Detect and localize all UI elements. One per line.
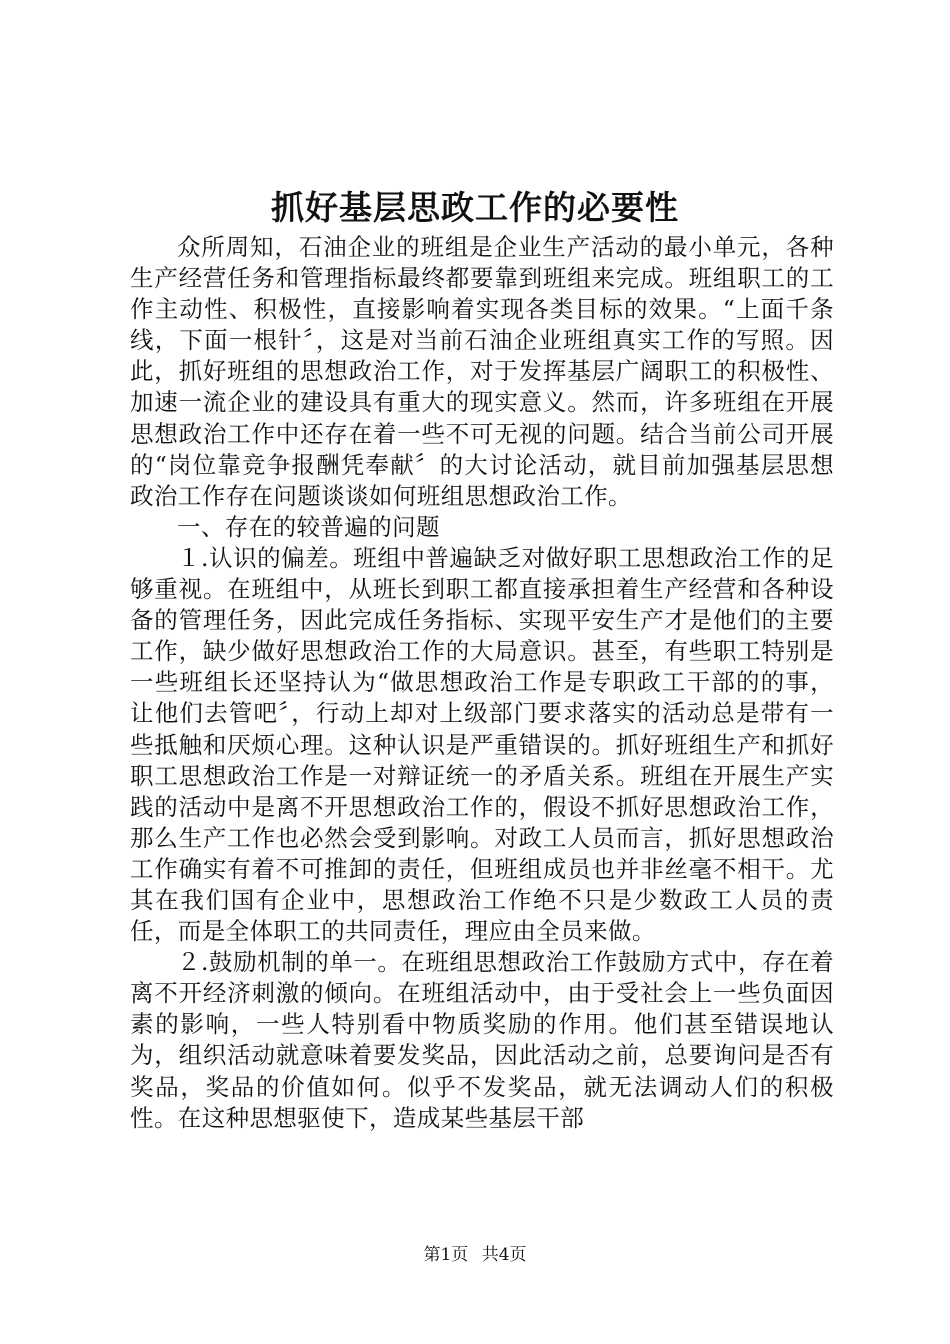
document-title: 抓好基层思政工作的必要性 (271, 188, 679, 227)
section-heading: 一、存在的较普遍的问题 (177, 512, 440, 541)
page-total: 共4页 (481, 1245, 527, 1265)
paragraph-point-2: ２.鼓励机制的单一。在班组思想政治工作鼓励方式中，存在着离不开经济刺激的倾向。在班组活动中，由于受社会上一些负面因素的影响，一些人特别看中物质奖励的作用。他们甚至错误地认为，组织活动就意味着要发奖品，因此活动之前，总要询问是否有奖品，奖品的价值如何。似乎不发奖品，就无法调动人们的积极性。在这种思想驱使下，造成某些基层干部 (130, 948, 834, 1132)
paragraph-intro: 众所周知，石油企业的班组是企业生产活动的最小单元，各种生产经营任务和管理指标最终都要靠到班组来完成。班组职工的工作主动性、积极性，直接影响着实现各类目标的效果。“上面千条线，下面一根针〞，这是对当前石油企业班组真实工作的写照。因此，抓好班组的思想政治工作，对于发挥基层广阔职工的积极性、加速一流企业的建设具有重大的现实意义。然而，许多班组在开展思想政治工作中还存在着一些不可无视的问题。结合当前公司开展的“岗位靠竞争报酬凭奉献〞的大讨论活动，就目前加强基层思想政治工作存在问题谈谈如何班组思想政治工作。 (130, 233, 834, 510)
page-number: 第1页 (423, 1245, 469, 1265)
paragraph-point-1: １.认识的偏差。班组中普遍缺乏对做好职工思想政治工作的足够重视。在班组中，从班长到职工都直接承担着生产经营和各种设备的管理任务，因此完成任务指标、实现平安生产才是他们的主要工作，缺少做好思想政治工作的大局意识。甚至，有些职工特别是一些班组长还坚持认为“做思想政治工作是专职政工干部的的事，让他们去管吧〞，行动上却对上级部门要求落实的活动总是带有一些抵触和厌烦心理。这种认识是严重错误的。抓好班组生产和抓好职工思想政治工作是一对辩证统一的矛盾关系。班组在开展生产实践的活动中是离不开思想政治工作的，假设不抓好思想政治工作，那么生产工作也必然会受到影响。对政工人员而言，抓好思想政治工作确实有着不可推卸的责任，但班组成员也并非丝毫不相干。尤其在我们国有企业中，思想政治工作绝不只是少数政工人员的责任，而是全体职工的共同责任，理应由全员来做。 (130, 543, 834, 946)
page-footer (0, 1244, 950, 1266)
document-body (130, 232, 834, 1134)
